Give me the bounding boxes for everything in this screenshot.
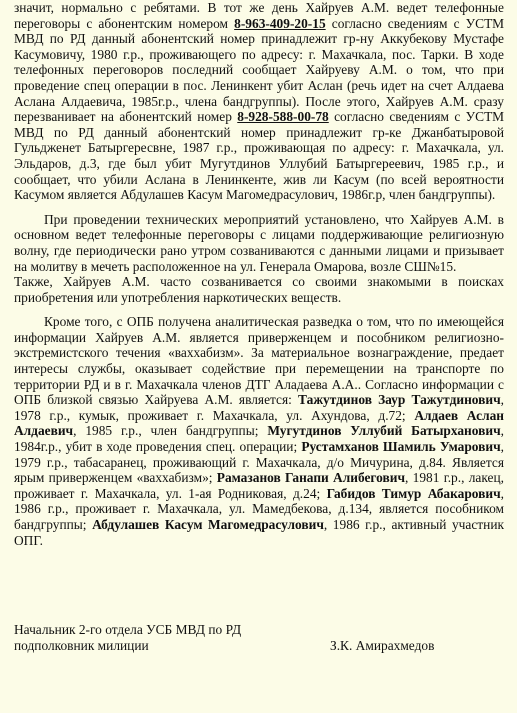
text-span: , 1986 г.р., проживает г. Махачкала, ул. Мамедбекова, д.134, является пособником бандгруппы;: [14, 485, 504, 532]
paragraph-4: [14, 314, 504, 548]
signature-title: [14, 622, 241, 653]
text-span: , 1986 г.р., активный участник ОПГ.: [14, 517, 504, 548]
text-span: , 1984г.р., убит в ходе проведения спец. операции;: [14, 423, 504, 455]
paragraph-2: При проведении технических мероприятий установлено, что Хайруев А.М. в основном ведет телефонные переговоры с лицами поддерживающие религиозную волну, где периодически рано утром созваниваются с данными лицами и призывает на молитву в мечеть расположенное на ул. Генерала Омарова, возле СШ№15.: [14, 211, 504, 274]
person-name: Алдаев Аслан Алдаевич: [14, 407, 504, 439]
text-span: , 1978 г.р., кумык, проживает г. Махачкала, ул. Ахундова, д.72;: [14, 392, 505, 423]
paragraph-1: [14, 0, 504, 203]
signature-title-line-1: Начальник 2-го отдела УСБ МВД по РД: [14, 622, 242, 637]
signature-name: З.К. Амирахмедов: [330, 638, 435, 653]
person-name: Мугутдинов Уллубий Батырханович: [267, 423, 501, 439]
paragraph-3: Также, Хайруев А.М. часто созванивается со своими знакомыми в поисках приобретения или употребления наркотических веществ.: [14, 274, 504, 305]
text-span: , 1981 г.р., лакец, проживает г. Махачкала, ул. 1-ая Родниковая, д.24;: [14, 470, 504, 501]
text-span: Кроме того, с ОПБ получена аналитическая разведка о том, что по имеющейся информации Хайруев А.М. является приверженцем и пособником религиозно-экстремистского течения «ваххабизм». За материальное вознаграждение, предает интересы службы, оказывает содействие при перемещении на транспорте по территории РД и в г. Махачкала членов ДТГ Аладаева А.А.. Согласно информации с ОПБ близкой связью Хайруева А.М. является:: [14, 314, 504, 408]
person-name: Габидов Тимур Абакарович: [326, 485, 501, 501]
text-span: значит, нормально с ребятами. В тот же день Хайруев А.М. ведет телефонные переговоры с абонентским номером: [14, 0, 504, 31]
person-name: Тажутдинов Заур Тажутдинович: [298, 392, 501, 408]
person-name: Абдулашев Касум Магомедрасулович: [92, 517, 324, 532]
phone-number-1: 8-963-409-20-15: [234, 15, 326, 31]
person-name: Рустамханов Шамиль Умарович: [301, 439, 501, 455]
signature-title-line-2: подполковник милиции: [14, 637, 149, 653]
person-name: Рамазанов Ганапи Алибегович: [216, 470, 406, 486]
text-span: согласно сведениям с УСТМ МВД по РД данный абонентский номер принадлежит гр-ну Аккубекову Мустафе Касумовичу, 1980 г.р., проживающего по адресу: г. Махачкала, пос. Тарки. В ходе телефонных переговоров последний сообщает Хайруеву А.М. о том, что при проведение спец операции в пос. Ленинкент убит Аслан (речь идет на счет Алдаева Аслана Алдаевича, 1985г.р., члена бандгруппы). После этого, Хайруев А.М. сразу перезванивает на абонентский номер: [14, 15, 504, 125]
document-body: [14, 0, 504, 548]
phone-number-2: 8-928-588-00-78: [237, 109, 329, 125]
text-span: , 1979 г.р., табасаранец, проживающий г. Махачкала, д/о Мичурина, д.84. Является ярым приверженцем «ваххабизм»;: [14, 439, 504, 486]
text-span: согласно сведениям с УСТМ МВД по РД данный абонентский номер принадлежит гр-ке Джанбатыровой Гульдженет Батыргересвне, 1987 г.р., проживающая по адресу: г. Махачкала, ул. Эльдаров, д.3, где был убит Мугутдинов Уллубий Батыргереевич, 1985 г.р., и сообщает, что убили Аслана в Ленинкенте, жив ли Касум (по всей вероятности Касумом является Абдулашев Касум Магомедрасулович, 1986г.р, член бандгруппы).: [14, 109, 504, 203]
text-span: , 1985 г.р., член бандгруппы;: [73, 423, 268, 439]
